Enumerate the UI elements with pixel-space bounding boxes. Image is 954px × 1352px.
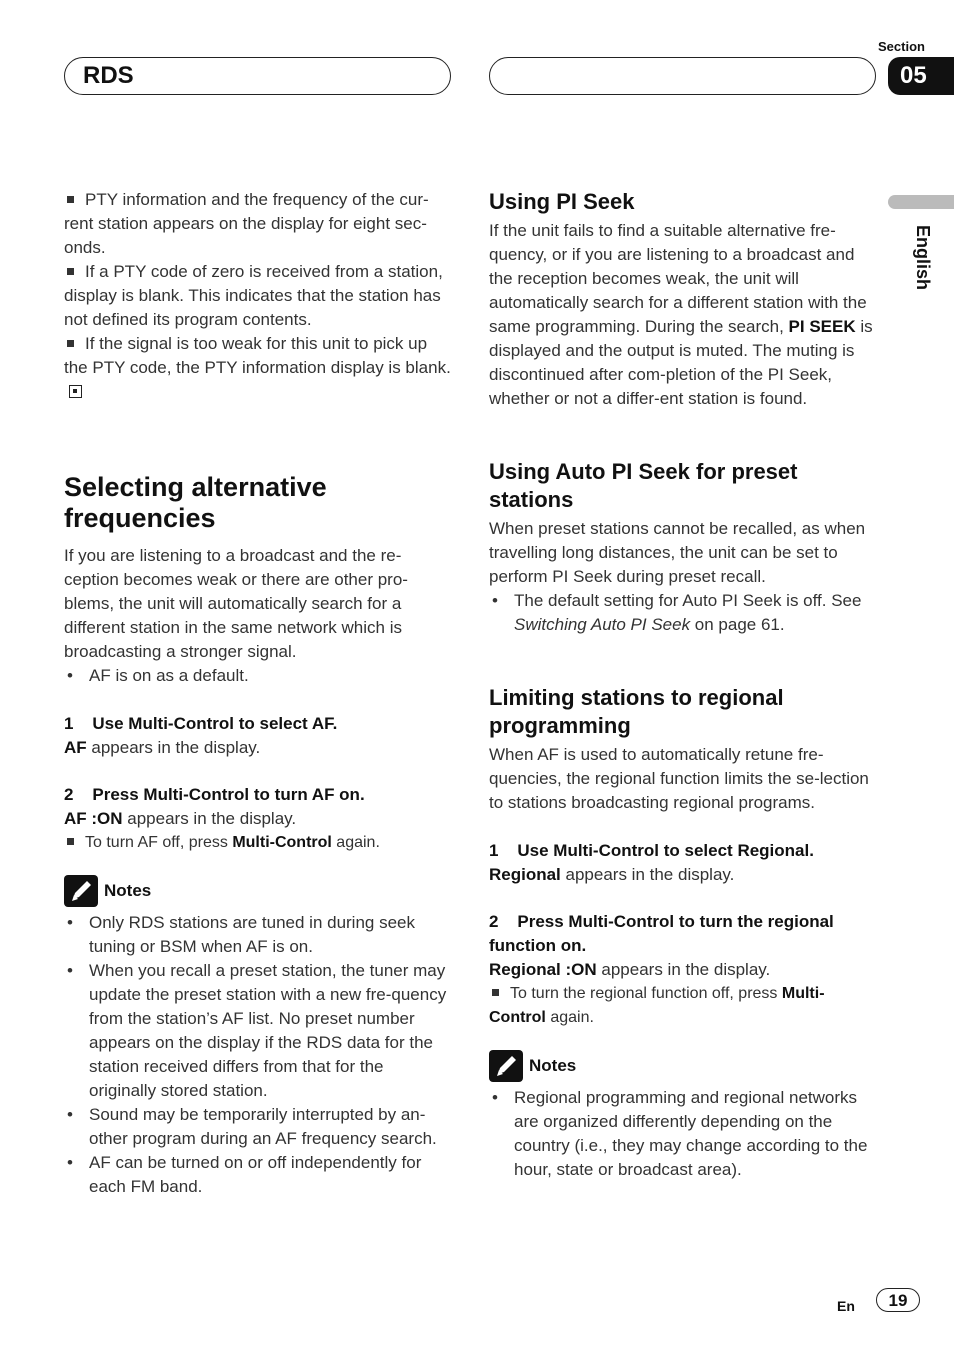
note-item: • Sound may be temporarily interrupted by an-other program during an AF frequency search. bbox=[64, 1103, 452, 1151]
bullet-item: PTY information and the frequency of the cur-rent station appears on the display for eight sec-onds. bbox=[64, 190, 429, 257]
bullet-item: If the signal is too weak for this unit to pick up the PTY code, the PTY information display is blank. bbox=[64, 332, 452, 404]
step-1-regional-result: Regional appears in the display. bbox=[489, 865, 735, 884]
header-right-box bbox=[489, 57, 876, 95]
af-intro: If you are listening to a broadcast and the re-ception becomes weak or there are other pro-blems, the unit will automatically search for a different station in the same network which is broadcasting a stronger signal. bbox=[64, 546, 408, 661]
heading-auto-pi-seek: Using Auto PI Seek for preset stations bbox=[489, 459, 798, 512]
note-item: • Regional programming and regional networks are organized differently depending on the country (i.e., they may change according to the hour, state or broadcast area). bbox=[489, 1086, 877, 1182]
right-column bbox=[489, 188, 877, 1182]
auto-pi-text: When preset stations cannot be recalled, as when travelling long distances, the unit can be set to perform PI Seek during preset recall. bbox=[489, 519, 866, 586]
af-default-bullet: • AF is on as a default. bbox=[64, 664, 452, 688]
heading-regional: Limiting stations to regional programming bbox=[489, 685, 784, 738]
pencil-icon bbox=[489, 1050, 523, 1082]
notes-header: Notes bbox=[64, 875, 452, 907]
pi-seek-text: If the unit fails to find a suitable alternative fre-quency, or if you are listening to a broadcast and the reception becomes weak, the unit will automatically search for a different station with the same programming. During the search, PI SEEK is displayed and the output is muted. The muting is discontinued after com-pletion of the PI Seek, whether or not a differ-ent station is found. bbox=[489, 221, 873, 408]
footer-lang-code: En bbox=[837, 1298, 855, 1314]
step-2-regional: 2 Press Multi-Control to turn the regional function on. bbox=[489, 912, 834, 955]
pencil-icon bbox=[64, 875, 98, 907]
step-2-result: AF :ON appears in the display. bbox=[64, 809, 297, 828]
heading-pi-seek: Using PI Seek bbox=[489, 189, 635, 214]
step-1-regional: 1 Use Multi-Control to select Regional. bbox=[489, 841, 814, 860]
step-2-regional-note: To turn the regional function off, press Multi-Control again. bbox=[489, 985, 825, 1026]
heading-selecting-af: Selecting alternative frequencies bbox=[64, 472, 327, 533]
step-2-af: 2 Press Multi-Control to turn AF on. bbox=[64, 785, 365, 804]
end-mark-icon bbox=[69, 385, 82, 398]
section-title: RDS bbox=[83, 62, 134, 89]
note-item: • Only RDS stations are tuned in during seek tuning or BSM when AF is on. bbox=[64, 911, 452, 959]
notes-header-right: Notes bbox=[489, 1050, 877, 1082]
section-number: 05 bbox=[888, 57, 954, 95]
step-2-regional-result: Regional :ON appears in the display. bbox=[489, 960, 771, 979]
page-number: 19 bbox=[876, 1288, 920, 1312]
note-item: • When you recall a preset station, the tuner may update the preset station with a new fre-quency from the station’s AF list. No preset number appears on the display if the RDS data for the station received differs from that for the originally stored station. bbox=[64, 959, 452, 1103]
bullet-item: If a PTY code of zero is received from a station, display is blank. This indicates that the station has not defined its program contents. bbox=[64, 262, 443, 329]
side-language-label: English bbox=[913, 225, 933, 291]
step-1-af: 1 Use Multi-Control to select AF. bbox=[64, 714, 338, 733]
language-tab-marker bbox=[888, 195, 954, 209]
auto-pi-bullet: • The default setting for Auto PI Seek is off. See Switching Auto PI Seek on page 61. bbox=[489, 589, 877, 637]
note-item: • AF can be turned on or off independently for each FM band. bbox=[64, 1151, 452, 1199]
section-label: Section bbox=[878, 39, 925, 54]
step-1-result: AF appears in the display. bbox=[64, 738, 261, 757]
header-left-box bbox=[64, 57, 451, 95]
left-column bbox=[64, 188, 452, 1199]
regional-text: When AF is used to automatically retune fre-quencies, the regional function limits the se-lection to stations broadcasting regional programs. bbox=[489, 745, 869, 812]
step-2-note: To turn AF off, press Multi-Control again. bbox=[64, 831, 452, 855]
